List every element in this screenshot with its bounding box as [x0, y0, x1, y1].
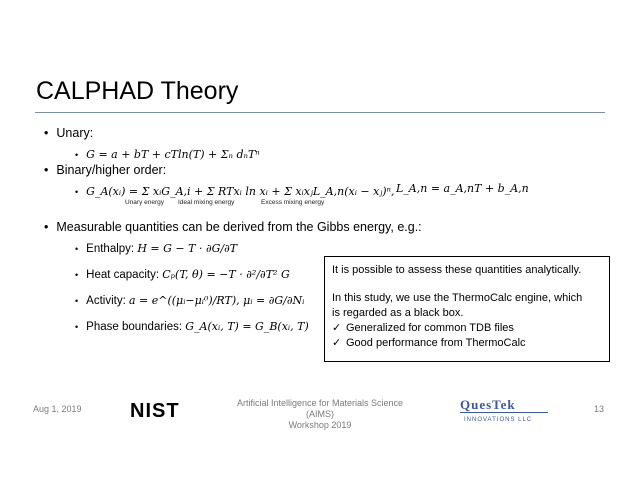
bullet-dot-icon: •: [75, 244, 79, 254]
questek-logo-text: QuesTek: [460, 397, 516, 412]
bullet-measurable: [44, 220, 422, 234]
nist-logo-icon: [130, 400, 182, 420]
bullet-binary: [44, 163, 166, 177]
callout-check-1-text: Generalized for common TDB files: [346, 322, 514, 334]
binary-label: Binary/higher order:: [56, 163, 167, 177]
heat-formula: Cₚ(T, θ) = −T · ∂²/∂T² G: [162, 268, 290, 281]
bullet-dot-icon: •: [75, 270, 79, 280]
bullet-dot-icon: •: [75, 322, 79, 332]
annotation-excess-mixing: Excess mixing energy: [261, 199, 325, 206]
binary-formula: G_A(xᵢ) = Σ xᵢG_A,i + Σ RTxᵢ ln xᵢ + Σ xᵢxⱼL_A,n(xᵢ − xⱼ)ⁿ,: [86, 185, 395, 198]
phase-formula: G_A(xᵢ, T) = G_B(xᵢ, T): [185, 320, 309, 333]
activity-formula: a = e^((μᵢ−μᵢ⁰)/RT), μᵢ = ∂G/∂Nᵢ: [128, 294, 305, 307]
callout-check-2: [332, 336, 602, 351]
binary-L-formula: L_A,n = a_A,nT + b_A,n: [396, 182, 529, 195]
questek-sub-text: INNOVATIONS LLC: [464, 417, 533, 423]
conference-line-2: Workshop 2019: [288, 420, 352, 430]
checkmark-icon: ✓: [332, 337, 342, 349]
subbullet-binary-formula: [75, 182, 394, 200]
bullet-dot-icon: •: [75, 296, 79, 306]
conference-line-1: Artificial Intelligence for Materials Science (AIMS): [236, 398, 404, 419]
annotation-unary-energy: Unary energy: [125, 199, 165, 206]
callout-check-1: [332, 321, 602, 336]
checkmark-icon: ✓: [332, 322, 342, 334]
bullet-dot-icon: •: [44, 163, 49, 177]
measurable-label: Measurable quantities can be derived from the Gibbs energy, e.g.:: [56, 220, 422, 234]
bullet-unary: [44, 126, 93, 140]
page-number: 13: [594, 404, 605, 414]
subbullet-enthalpy: [75, 242, 237, 255]
unary-formula: G = a + bT + cTln(T) + Σₙ dₙTⁿ: [86, 148, 260, 161]
enthalpy-label: Enthalpy:: [86, 243, 135, 255]
questek-logo-icon: [458, 397, 552, 425]
subbullet-phase-boundaries: [75, 320, 309, 333]
subbullet-unary-formula: [75, 145, 260, 163]
enthalpy-formula: H = G − T · ∂G/∂T: [137, 242, 238, 255]
nist-logo-text: NIST: [130, 400, 180, 420]
callout-line-2: In this study, we use the ThermoCalc engine, which: [332, 292, 583, 304]
callout-line-3: is regarded as a black box.: [332, 307, 464, 319]
callout-box: [324, 256, 610, 362]
activity-label: Activity:: [86, 295, 126, 307]
callout-check-2-text: Good performance from ThermoCalc: [346, 337, 526, 349]
bullet-dot-icon: •: [75, 150, 79, 160]
questek-logo: [458, 397, 552, 430]
bullet-dot-icon: •: [44, 220, 49, 234]
heat-label: Heat capacity:: [86, 269, 160, 281]
bullet-dot-icon: •: [75, 187, 79, 197]
subbullet-heat-capacity: [75, 268, 290, 281]
nist-logo: [130, 400, 182, 426]
slide-title: CALPHAD Theory: [36, 77, 239, 105]
unary-label: Unary:: [56, 126, 94, 140]
callout-line-1: It is possible to assess these quantities analytically.: [332, 264, 582, 276]
title-divider: [35, 112, 605, 113]
subbullet-activity: [75, 294, 304, 307]
annotation-ideal-mixing: Ideal mixing energy: [178, 199, 235, 206]
phase-label: Phase boundaries:: [86, 321, 183, 333]
bullet-dot-icon: •: [44, 126, 49, 140]
footer-conference: [231, 398, 409, 431]
footer-date: Aug 1, 2019: [33, 404, 82, 414]
